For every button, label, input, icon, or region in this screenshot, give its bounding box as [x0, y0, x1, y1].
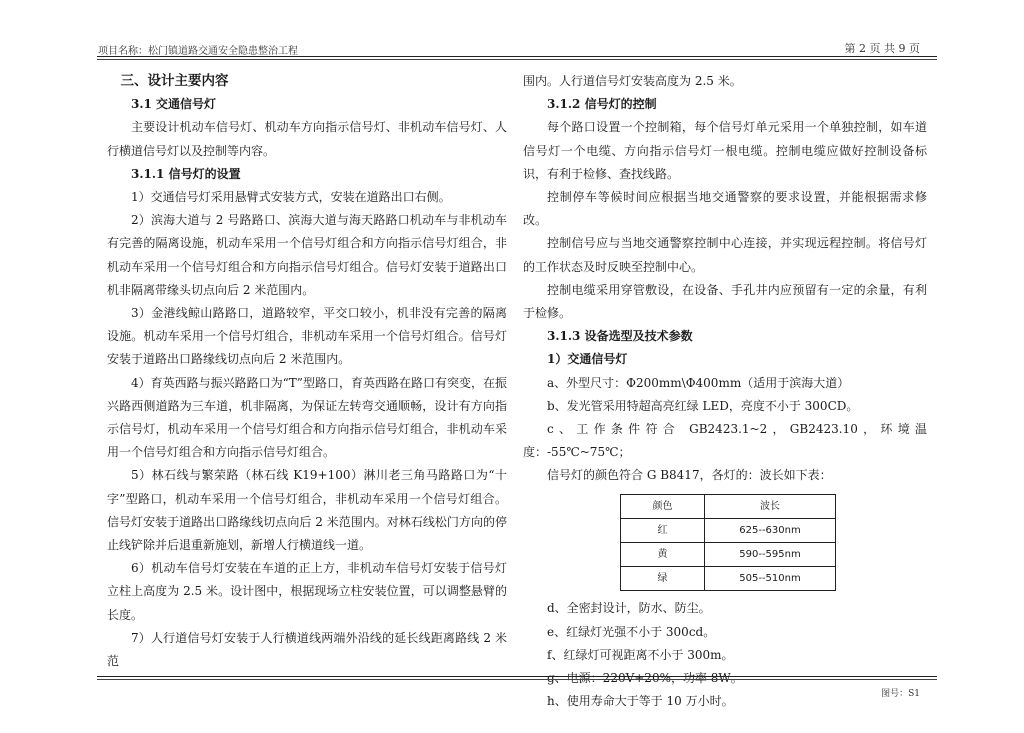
right-top-text	[523, 70, 927, 488]
paragraph: 1）交通信号灯采用悬臂式安装方式，安装在道路出口右侧。	[131, 190, 451, 205]
table-cell-wavelength: 625--630nm	[705, 518, 836, 542]
table-cell-color: 绿	[621, 567, 705, 591]
paragraph: 7）人行道信号灯安装于人行横道线两端外沿线的延长线距离路线 2 米范	[107, 630, 507, 669]
paragraph: g、电源：220V+20%，功率 8W。	[547, 671, 743, 686]
paragraph: 3）金港线鲸山路路口，道路较窄，平交口较小，机非没有完善的隔离设施。机动车采用一个信号灯组合，非机动车采用一个信号灯组合。信号灯安装于道路出口路缘线切点向后 2 米范围内。	[107, 306, 507, 367]
paragraph: c、工作条件符合 GB2423.1~2，GB2423.10，环境温度：-55℃~75℃；	[523, 422, 927, 460]
table-row	[621, 543, 836, 567]
section-heading: 3.1.2 信号灯的控制	[547, 97, 657, 112]
table-header-row	[621, 494, 836, 518]
section-heading: 3.1 交通信号灯	[131, 97, 217, 112]
paragraph: f、红绿灯可视距离不小于 300m。	[547, 647, 734, 662]
paragraph: e、红绿灯光强不小于 300cd。	[547, 624, 716, 639]
project-title: 项目名称：松门镇道路交通安全隐患整治工程	[98, 46, 298, 57]
paragraph: a、外型尺寸：Φ200mm\Φ400mm（适用于滨海大道）	[547, 375, 850, 390]
paragraph: h、使用寿命大于等于 10 万小时。	[547, 694, 734, 709]
right-column	[523, 70, 927, 713]
section-heading: 3.1.1 信号灯的设置	[131, 166, 241, 181]
paragraph: 信号灯的颜色符合 G B8417，各灯的：波长如下表：	[547, 468, 832, 483]
paragraph: 控制信号应与当地交通警察控制中心连接，并实现远程控制。将信号灯的工作状态及时反映至控制中心。	[523, 236, 927, 274]
wavelength-table	[620, 494, 836, 592]
table-row	[621, 567, 836, 591]
paragraph: 控制电缆采用穿管敷设，在设备、手孔井内应预留有一定的余量，有利于检修。	[523, 282, 927, 321]
table-header-wavelength: 波长	[705, 494, 836, 518]
paragraph: 4）育英西路与振兴路路口为“T”型路口，育英西路在路口有突变，在振兴路西侧道路为三车道，机非隔离，为保证左转弯交通顺畅，设计有方向指示信号灯，机动车采用一个信号灯组合和方向指示信号灯组合，非机动车采用一个信号灯组合和方向指示信号灯组合。	[107, 375, 507, 460]
paragraph: 每个路口设置一个控制箱，每个信号灯单元采用一个单独控制，如车道信号灯一个电缆、方向指示信号灯一根电缆。控制电缆应做好控制设备标识，有利于检修、查找线路。	[523, 120, 927, 181]
paragraph: 控制停车等候时间应根据当地交通警察的要求设置，并能根据需求修改。	[523, 190, 927, 228]
section-heading: 1）交通信号灯	[547, 352, 628, 367]
paragraph: 5）林石线与繁荣路（林石线 K19+100）淋川老三角马路路口为“十字”型路口，机动车采用一个信号灯组合，非机动车采用一个信号灯组合。信号灯安装于道路出口路缘线切点向后 2 米范围内。对林石线松门方向的停止线铲除并后退重新施划，新增人行横道线一道。	[107, 468, 507, 553]
drawing-number: 图号：S1	[881, 689, 920, 699]
paragraph: 围内。人行道信号灯安装高度为 2.5 米。	[523, 74, 742, 88]
table-cell-color: 红	[621, 518, 705, 542]
table-header-color: 颜色	[621, 494, 705, 518]
table-cell-wavelength: 505--510nm	[705, 567, 836, 591]
header-rule-thin	[97, 59, 937, 60]
paragraph: d、全密封设计，防水、防尘。	[547, 601, 711, 616]
section-heading: 三、设计主要内容	[120, 73, 229, 89]
left-column	[107, 70, 507, 673]
header-rule	[97, 56, 937, 57]
paragraph: b、发光管采用特超高亮红绿 LED，亮度不小于 300CD。	[547, 398, 859, 413]
paragraph: 主要设计机动车信号灯、机动车方向指示信号灯、非机动车信号灯、人行横道信号灯以及控制等内容。	[107, 120, 507, 158]
footer-rule	[97, 676, 937, 677]
table-cell-wavelength: 590--595nm	[705, 543, 836, 567]
page-number: 第 2 页 共 9 页	[844, 42, 920, 55]
table-cell-color: 黄	[621, 543, 705, 567]
table-row	[621, 518, 836, 542]
footer-rule-thin	[97, 679, 937, 680]
section-heading: 3.1.3 设备选型及技术参数	[547, 329, 693, 344]
paragraph: 2）滨海大道与 2 号路路口、滨海大道与海天路路口机动车与非机动车有完善的隔离设施，机动车采用一个信号灯组合和方向指示信号灯组合，非机动车采用一个信号灯组合和方向指示信号灯组合。信号灯安装于道路出口机非隔离带缘头切点向后 2 米范围内。	[107, 213, 507, 297]
paragraph: 6）机动车信号灯安装在车道的正上方，非机动车信号灯安装于信号灯立柱上高度为 2.5 米。设计图中，根据现场立柱安装位置，可以调整悬臂的长度。	[107, 561, 507, 622]
right-bottom-text	[523, 597, 927, 713]
